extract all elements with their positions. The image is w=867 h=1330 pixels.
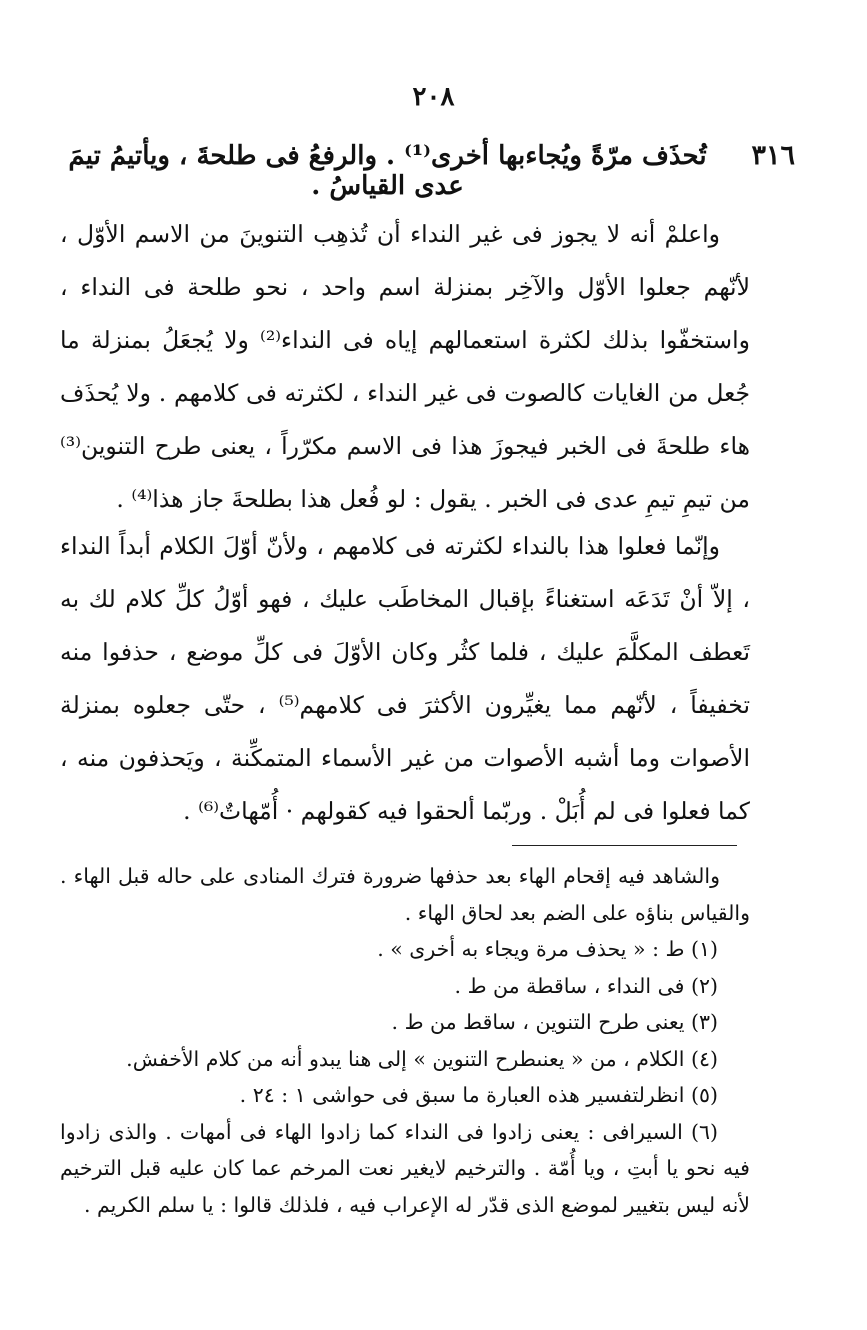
body-paragraph: واعلمْ أنه لا يجوز فى غير النداء أن تُذهِب التنوينَ من الاسم الأوّل ، لأنّهم جعلوا الأوّل والآخِر بمنزلة اسم واحد ، نحو طلحة فى النداء ، واستخفّوا بذلك لكثرة استعمالهم إياه فى النداء⁽²⁾ ولا يُجعَلُ بمنزلة ما جُعل من الغايات كالصوت فى غير النداء ، لكثرته فى كلامهم . ولا يُحذَف هاء طلحةَ فى الخبر فيجوزَ هذا فى الاسم مكرّراً ، يعنى طرح التنوين⁽³⁾ من تيمِ تيمِ عدى فى الخبر . يقول : لو فُعل هذا بطلحةَ جاز هذا⁽⁴⁾ . [60, 220, 750, 513]
page-number: ٢٠٨ [412, 82, 455, 112]
footnote-item: (٣) يعنى طرح التنوين ، ساقط من ط . [391, 1010, 718, 1034]
footnote-intro: والشاهد فيه إقحام الهاء بعد حذفها ضرورة فترك المنادى على حاله قبل الهاء . والقياس بناؤه على الضم بعد لحاق الهاء . [60, 864, 750, 925]
footnote-item: (٥) انظرلتفسير هذه العبارة ما سبق فى حواشى ١ : ٢٤ . [239, 1083, 718, 1107]
footnote-item: (٢) فى النداء ، ساقطة من ط . [454, 973, 718, 998]
footnote-separator [512, 845, 737, 846]
footnote-item: (٤) الكلام ، من « يعنىطرح التنوين » إلى هنا يبدو أنه من كلام الأخفش. [126, 1046, 718, 1071]
verse-text: تُحذَف مرّةً ويُجاءبها أخرى⁽¹⁾ . والرفعُ فى طلحةَ ، ويأتيمُ تيمَ عدى القياسُ . [68, 141, 707, 201]
body-paragraph-1-block [60, 208, 750, 526]
body-paragraph: وإنّما فعلوا هذا بالنداء لكثرته فى كلامهم ، ولأنّ أوّلَ الكلام أبداً النداء ، إلاّ أنْ تَدَعَه استغناءً بإقبال المخاطَب عليك ، فهو أوّلُ كلِّ كلام لك به تَعطف المكلَّمَ عليك ، فلما كثُر وكان الأوّلَ فى كلِّ موضع ، حذفوا منه تخفيفاً ، لأنّهم مما يغيِّرون الأكثرَ فى كلامهم⁽⁵⁾ ، حتّى جعلوه بمنزلة الأصوات وما أشبه الأصوات من غير الأسماء المتمكِّنة ، ويَحذفون منه ، كما فعلوا فى لم أُبَلْ . وربّما ألحقوا فيه كقولهم · أُمّهاتٌ⁽⁶⁾ . [60, 532, 750, 825]
footnotes [60, 858, 750, 1223]
footnote-item: (٦) السيرافى : يعنى زادوا فى النداء كما زادوا الهاء فى أمهات . والذى زادوا فيه نحو يا أبتِ ، ويا أُمّة . والترخيم لايغير نعت المرخم عما كان عليه قبل الترخيم لأنه ليس بتغيير لموضع الذى قدّر له الإعراب فيه ، فلذلك قالوا : يا سلم الكريم . [60, 1119, 750, 1217]
verse-line [40, 140, 795, 201]
body-paragraph-2-block [60, 520, 750, 838]
footnote-item: (١) ط : « يحذف مرة ويجاء به أخرى » . [377, 937, 718, 961]
verse-number: ٣١٦ [751, 140, 795, 171]
